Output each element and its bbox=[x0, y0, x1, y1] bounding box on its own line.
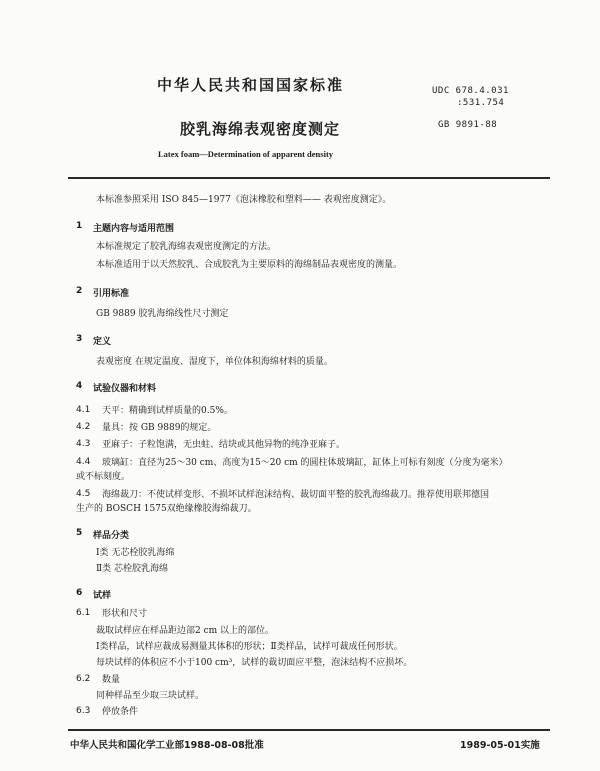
section-2-para-1: GB 9889 胶乳海绵线性尺寸测定 bbox=[96, 309, 229, 319]
section-2-title: 引用标准 bbox=[93, 289, 130, 299]
standard-org-title: 中华人民共和国国家标准 bbox=[157, 76, 345, 94]
approval-line: 中华人民共和国化学工业部1988-08-08批准 bbox=[70, 740, 264, 751]
item-4-5-text-cont: 生产的 BOSCH 1575双绝缘橡胶海绵裁刀。 bbox=[76, 504, 257, 514]
footer-rule bbox=[68, 729, 550, 731]
section-3-title: 定义 bbox=[93, 337, 112, 347]
item-6-3-number: 6.3 bbox=[76, 706, 91, 716]
header-rule bbox=[68, 177, 550, 179]
section-6-number: 6 bbox=[76, 588, 83, 598]
item-4-5-text: 海绵裁刀：不使试样变形、不损坏试样泡沫结构、裁切面平整的胶乳海绵裁刀。推荐使用联邦德国 bbox=[102, 490, 490, 500]
udc-code: UDC 678.4.031 bbox=[432, 86, 509, 96]
standard-number: GB 9891-88 bbox=[438, 120, 498, 130]
section-4-title: 试验仪器和材料 bbox=[93, 384, 157, 394]
section-2-number: 2 bbox=[76, 286, 83, 296]
item-6-3-title: 停放条件 bbox=[102, 707, 139, 717]
intro-paragraph: 本标准参照采用 ISO 845—1977《泡沫橡胶和塑料—— 表观密度测定》。 bbox=[96, 195, 392, 205]
section-6-title: 试样 bbox=[93, 591, 112, 601]
english-title: Latex foam—Determination of apparent density bbox=[158, 149, 334, 159]
section-4-number: 4 bbox=[76, 381, 83, 391]
item-4-5-number: 4.5 bbox=[76, 489, 91, 499]
section-1-para-2: 本标准适用于以天然胶乳、合成胶乳为主要原料的海绵制品表观密度的测量。 bbox=[96, 260, 403, 270]
section-1-para-1: 本标准规定了胶乳海绵表观密度测定的方法。 bbox=[96, 242, 277, 252]
item-6-1-number: 6.1 bbox=[76, 608, 91, 618]
item-6-1-title: 形状和尺寸 bbox=[102, 609, 148, 619]
item-4-4-number: 4.4 bbox=[76, 457, 91, 467]
item-4-4-text: 玻璃缸：直径为25～30 cm、高度为15～20 cm 的圆柱体玻璃缸，缸体上可标有刻度（分度为毫米） bbox=[102, 458, 508, 468]
item-4-1-number: 4.1 bbox=[76, 405, 91, 415]
section-1-title: 主题内容与适用范围 bbox=[93, 224, 175, 234]
udc-code-secondary: :531.754 bbox=[457, 98, 505, 108]
item-6-1-para-2: Ⅰ类样品，试样应裁成易测量其体积的形状；Ⅱ类样品，试样可裁成任何形状。 bbox=[96, 642, 403, 652]
section-1-number: 1 bbox=[76, 221, 83, 231]
item-4-2-number: 4.2 bbox=[76, 422, 91, 432]
item-4-2-text: 量具：按 GB 9889的规定。 bbox=[102, 423, 217, 433]
section-3-number: 3 bbox=[76, 334, 83, 344]
item-6-2-title: 数量 bbox=[102, 675, 121, 685]
item-4-3-text: 亚麻子：子粒饱满，无虫蛀、结块或其他异物的纯净亚麻子。 bbox=[102, 440, 346, 450]
class-1-entry: Ⅰ类 无芯栓胶乳海绵 bbox=[96, 548, 175, 558]
item-4-4-text-cont: 或不标刻度。 bbox=[76, 472, 131, 482]
item-6-2-number: 6.2 bbox=[76, 674, 91, 684]
item-4-3-number: 4.3 bbox=[76, 439, 91, 449]
document-title: 胶乳海绵表观密度测定 bbox=[180, 120, 341, 138]
item-4-1-text: 天平：精确到试样质量的0.5%。 bbox=[102, 406, 233, 416]
item-6-1-para-3: 每块试样的体积应不小于100 cm³，试样的裁切面应平整，泡沫结构不应损坏。 bbox=[96, 658, 413, 668]
item-6-2-para-1: 同种样品至少取三块试样。 bbox=[96, 691, 205, 701]
section-3-para-1: 表观密度 在规定温度、湿度下，单位体积海绵材料的质量。 bbox=[96, 357, 333, 367]
effective-date: 1989-05-01实施 bbox=[460, 740, 540, 751]
section-5-number: 5 bbox=[76, 528, 83, 538]
item-6-1-para-1: 裁取试样应在样品距边部2 cm 以上的部位。 bbox=[96, 626, 275, 636]
section-5-title: 样品分类 bbox=[93, 531, 130, 541]
class-2-entry: Ⅱ类 芯栓胶乳海绵 bbox=[96, 564, 168, 574]
